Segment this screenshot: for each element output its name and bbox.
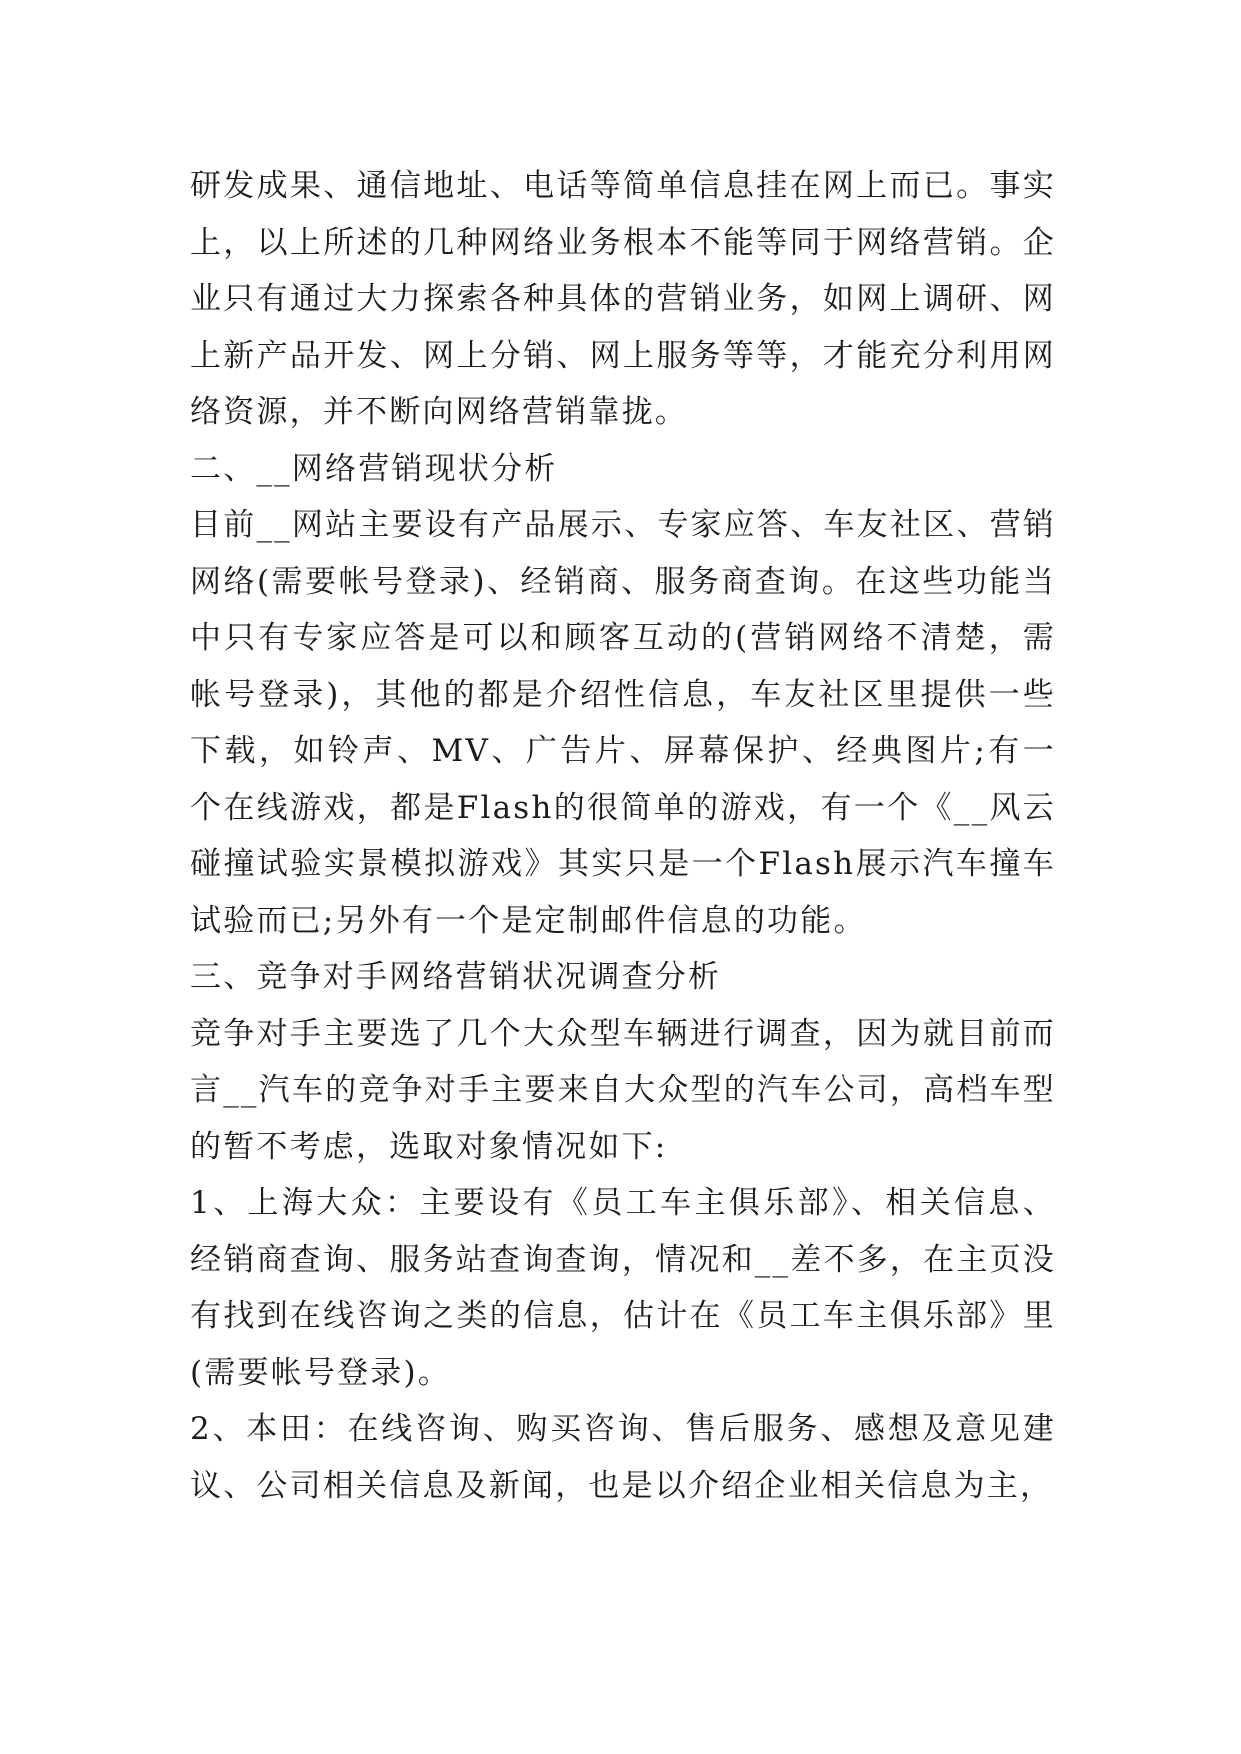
paragraph-intro-continuation: 研发成果、通信地址、电话等简单信息挂在网上而已。事实上，以上所述的几种网络业务根本不能等同于网络营销。企业只有通过大力探索各种具体的营销业务，如网上调研、网上新产品开发、网上分销、网上服务等等，才能充分利用网络资源，并不断向网络营销靠拢。 (190, 168, 1056, 430)
paragraph-competitor-intro: 竞争对手主要选了几个大众型车辆进行调查，因为就目前而言__汽车的竞争对手主要来自大众型的汽车公司，高档车型的暂不考虑，选取对象情况如下: (190, 1015, 1056, 1165)
paragraph-competitor-2: 2、本田：在线咨询、购买咨询、售后服务、感想及意见建议、公司相关信息及新闻，也是以介绍企业相关信息为主， (190, 1411, 1056, 1504)
document-body (190, 158, 1056, 1514)
paragraph-website-status: 目前__网站主要设有产品展示、专家应答、车友社区、营销网络(需要帐号登录)、经销商、服务商查询。在这些功能当中只有专家应答是可以和顾客互动的(营销网络不清楚，需帐号登录)，其他的都是介绍性信息，车友社区里提供一些下载，如铃声、MV、广告片、屏幕保护、经典图片;有一个在线游戏，都是Flash的很简单的游戏，有一个《__风云碰撞试验实景模拟游戏》其实只是一个Flash展示汽车撞车试验而已;另外有一个是定制邮件信息的功能。 (190, 507, 1056, 939)
paragraph-competitor-1: 1、上海大众：主要设有《员工车主俱乐部》、相关信息、经销商查询、服务站查询查询，情况和__差不多，在主页没有找到在线咨询之类的信息，估计在《员工车主俱乐部》里(需要帐号登录)。 (190, 1185, 1056, 1391)
section-heading-3: 三、竞争对手网络营销状况调查分析 (190, 959, 722, 995)
section-heading-2: 二、__网络营销现状分析 (190, 450, 558, 487)
